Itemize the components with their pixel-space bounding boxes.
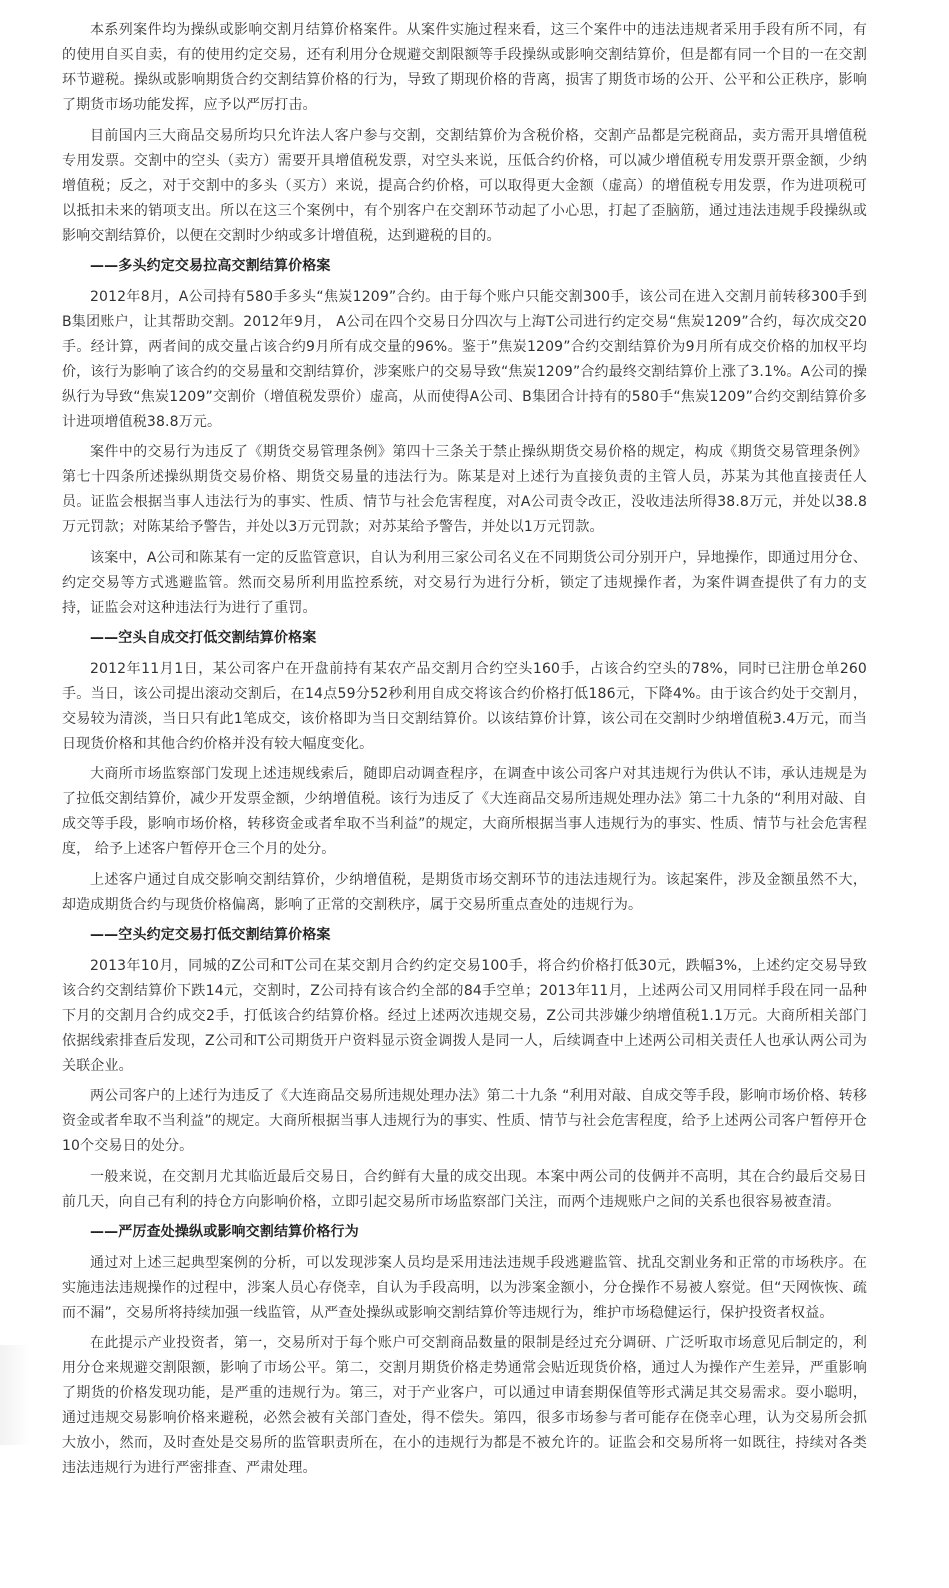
- section-heading-conclusion: ——严厉查处操纵或影响交割结算价格行为: [90, 1224, 359, 1240]
- article-body: [62, 18, 867, 1487]
- paragraph-case-3-analysis: 一般来说，在交割月尤其临近最后交易日，合约鲜有大量的成交出现。本案中两公司的伎俩并不高明，其在合约最后交易日前几天，向自己有利的持仓方向影响价格，立即引起交易所市场监察部门关注，而两个违规账户之间的关系也很容易被查清。: [62, 1168, 867, 1210]
- paragraph-tax-background: 目前国内三大商品交易所均只允许法人客户参与交割，交割结算价为含税价格，交割产品都是完税商品，卖方需开具增值税专用发票。交割中的空头（卖方）需要开具增值税发票，对空头来说，压低合约价格，可以减少增值税专用发票开票金额，少纳增值税；反之，对于交割中的多头（买方）来说，提高合约价格，可以取得更大金额（虚高）的增值税专用发票，作为进项税可以抵扣未来的销项支出。所以在这三个案例中，有个别客户在交割环节动起了小心思，打起了歪脑筋，通过违法违规手段操纵或影响交割结算价，以便在交割时少纳或多计增值税，达到避税的目的。: [62, 127, 867, 244]
- paragraph-intro: 本系列案件均为操纵或影响交割月结算价格案件。从案件实施过程来看，这三个案件中的违法违规者采用手段有所不同，有的使用自买自卖，有的使用约定交易，还有利用分仓规避交割限额等手段操纵或影响交割结算价，但是都有同一个目的一在交割环节避税。操纵或影响期货合约交割结算价格的行为，导致了期现价格的背离，损害了期货市场的公开、公平和公正秩序，影响了期货市场功能发挥，应予以严厉打击。: [62, 22, 867, 113]
- paragraph-case-2-facts: 2012年11月1日，某公司客户在开盘前持有某农产品交割月合约空头160手，占该合约空头的78%，同时已注册仓单260手。当日，该公司提出滚动交割后，在14点59分52秒利用自成交将该合约价格打低186元，下降4%。由于该合约处于交割月，交易较为清淡，当日只有此1笔成交，该价格即为当日交割结算价。以该结算价计算，该公司在交割时少纳增值税3.4万元，而当日现货价格和其他合约价格并没有较大幅度变化。: [62, 660, 867, 752]
- left-edge-shade: [0, 1345, 30, 1445]
- section-heading-case-3: ——空头约定交易打低交割结算价格案: [90, 927, 331, 943]
- paragraph-case-3-facts: 2013年10月，同城的Z公司和T公司在某交割月合约约定交易100手，将合约价格打低30元，跌幅3%，上述约定交易导致该合约交割结算价下跌14元，交割时，Z公司持有该合约全部的84手空单；2013年11月，上述两公司又用同样手段在同一品种下月的交割月合约成交2手，打低该合约结算价格。经过上述两次违规交易，Z公司共涉嫌少纳增值税1.1万元。大商所相关部门依据线索排查后发现，Z公司和T公司期货开户资料显示资金调拨人是同一人，后续调查中上述两公司相关责任人也承认两公司为关联企业。: [62, 957, 867, 1074]
- section-heading-case-2: ——空头自成交打低交割结算价格案: [90, 630, 317, 646]
- paragraph-case-3-penalty: 两公司客户的上述行为违反了《大连商品交易所违规处理办法》第二十九条 “利用对敲、自成交等手段，影响市场价格、转移资金或者牟取不当利益”的规定。大商所根据当事人违规行为的事实、性质、情节与社会危害程度，给予上述两公司客户暂停开仓10个交易日的处分。: [62, 1088, 867, 1154]
- paragraph-conclusion-summary: 通过对上述三起典型案例的分析，可以发现涉案人员均是采用违法违规手段逃避监管、扰乱交割业务和正常的市场秩序。在实施违法违规操作的过程中，涉案人员心存侥幸，自认为手段高明，以为涉案金额小，分仓操作不易被人察觉。但“天网恢恢、疏而不漏”，交易所将持续加强一线监管，从严查处操纵或影响交割结算价等违规行为，维护市场稳健运行，保护投资者权益。: [62, 1254, 867, 1321]
- paragraph-case-1-facts: 2012年8月，A公司持有580手多头“焦炭1209”合约。由于每个账户只能交割300手，该公司在进入交割月前转移300手到B集团账户，让其帮助交割。2012年9月， A公司在四个交易日分四次与上海T公司进行约定交易“焦炭1209”合约，每次成交20手。经计算，两者间的成交量占该合约9月所有成交量的96%。鉴于”焦炭1209”合约交割结算价为9月所有成交价格的加权平均价，该行为影响了该合约的交易量和交割结算价，涉案账户的交易导致“焦炭1209”合约最终交割结算价上涨了3.1%。A公司的操纵行为导致“焦炭1209”交割价（增值税发票价）虚高，从而使得A公司、B集团合计持有的580手“焦炭1209”合约交割结算价多计进项增值税38.8万元。: [62, 288, 867, 430]
- paragraph-case-2-penalty: 大商所市场监察部门发现上述违规线索后，随即启动调查程序，在调查中该公司客户对其违规行为供认不讳，承认违规是为了拉低交割结算价，减少开发票金额，少纳增值税。该行为违反了《大连商品交易所违规处理办法》第二十九条的“利用对敲、自成交等手段，影响市场价格，转移资金或者牟取不当利益”的规定，大商所根据当事人违规行为的事实、性质、情节与社会危害程度， 给予上述客户暂停开仓三个月的处分。: [62, 766, 867, 857]
- paragraph-case-2-analysis: 上述客户通过自成交影响交割结算价，少纳增值税，是期货市场交割环节的违法违规行为。该起案件，涉及金额虽然不大，却造成期货合约与现货价格偏离，影响了正常的交割秩序，属于交易所重点查处的违规行为。: [62, 871, 867, 913]
- paragraph-case-1-penalty: 案件中的交易行为违反了《期货交易管理条例》第四十三条关于禁止操纵期货交易价格的规定，构成《期货交易管理条例》第七十四条所述操纵期货交易价格、期货交易量的违法行为。陈某是对上述行为直接负责的主管人员，苏某为其他直接责任人员。证监会根据当事人违法行为的事实、性质、情节与社会危害程度，对A公司责令改正，没收违法所得38.8万元，并处以38.8万元罚款；对陈某给予警告，并处以3万元罚款；对苏某给予警告，并处以1万元罚款。: [62, 444, 867, 535]
- section-heading-case-1: ——多头约定交易拉高交割结算价格案: [90, 258, 331, 274]
- paragraph-conclusion-advice: 在此提示产业投资者，第一，交易所对于每个账户可交割商品数量的限制是经过充分调研、广泛听取市场意见后制定的，利用分仓来规避交割限额，影响了市场公平。第二，交割月期货价格走势通常会贴近现货价格，通过人为操作产生差异，严重影响了期货的价格发现功能，是严重的违规行为。第三，对于产业客户，可以通过申请套期保值等形式满足其交易需求。耍小聪明，通过违规交易影响价格来避税，必然会被有关部门查处，得不偿失。第四，很多市场参与者可能存在侥幸心理，认为交易所会抓大放小，然而，及时查处是交易所的监管职责所在，在小的违规行为都是不被允许的。证监会和交易所将一如既往，持续对各类违法违规行为进行严密排查、严肃处理。: [62, 1335, 867, 1476]
- paragraph-case-1-analysis: 该案中，A公司和陈某有一定的反监管意识，自认为利用三家公司名义在不同期货公司分别开户，异地操作，即通过用分仓、约定交易等方式逃避监管。然而交易所利用监控系统，对交易行为进行分析，锁定了违规操作者，为案件调查提供了有力的支持，证监会对这种违法行为进行了重罚。: [62, 549, 867, 616]
